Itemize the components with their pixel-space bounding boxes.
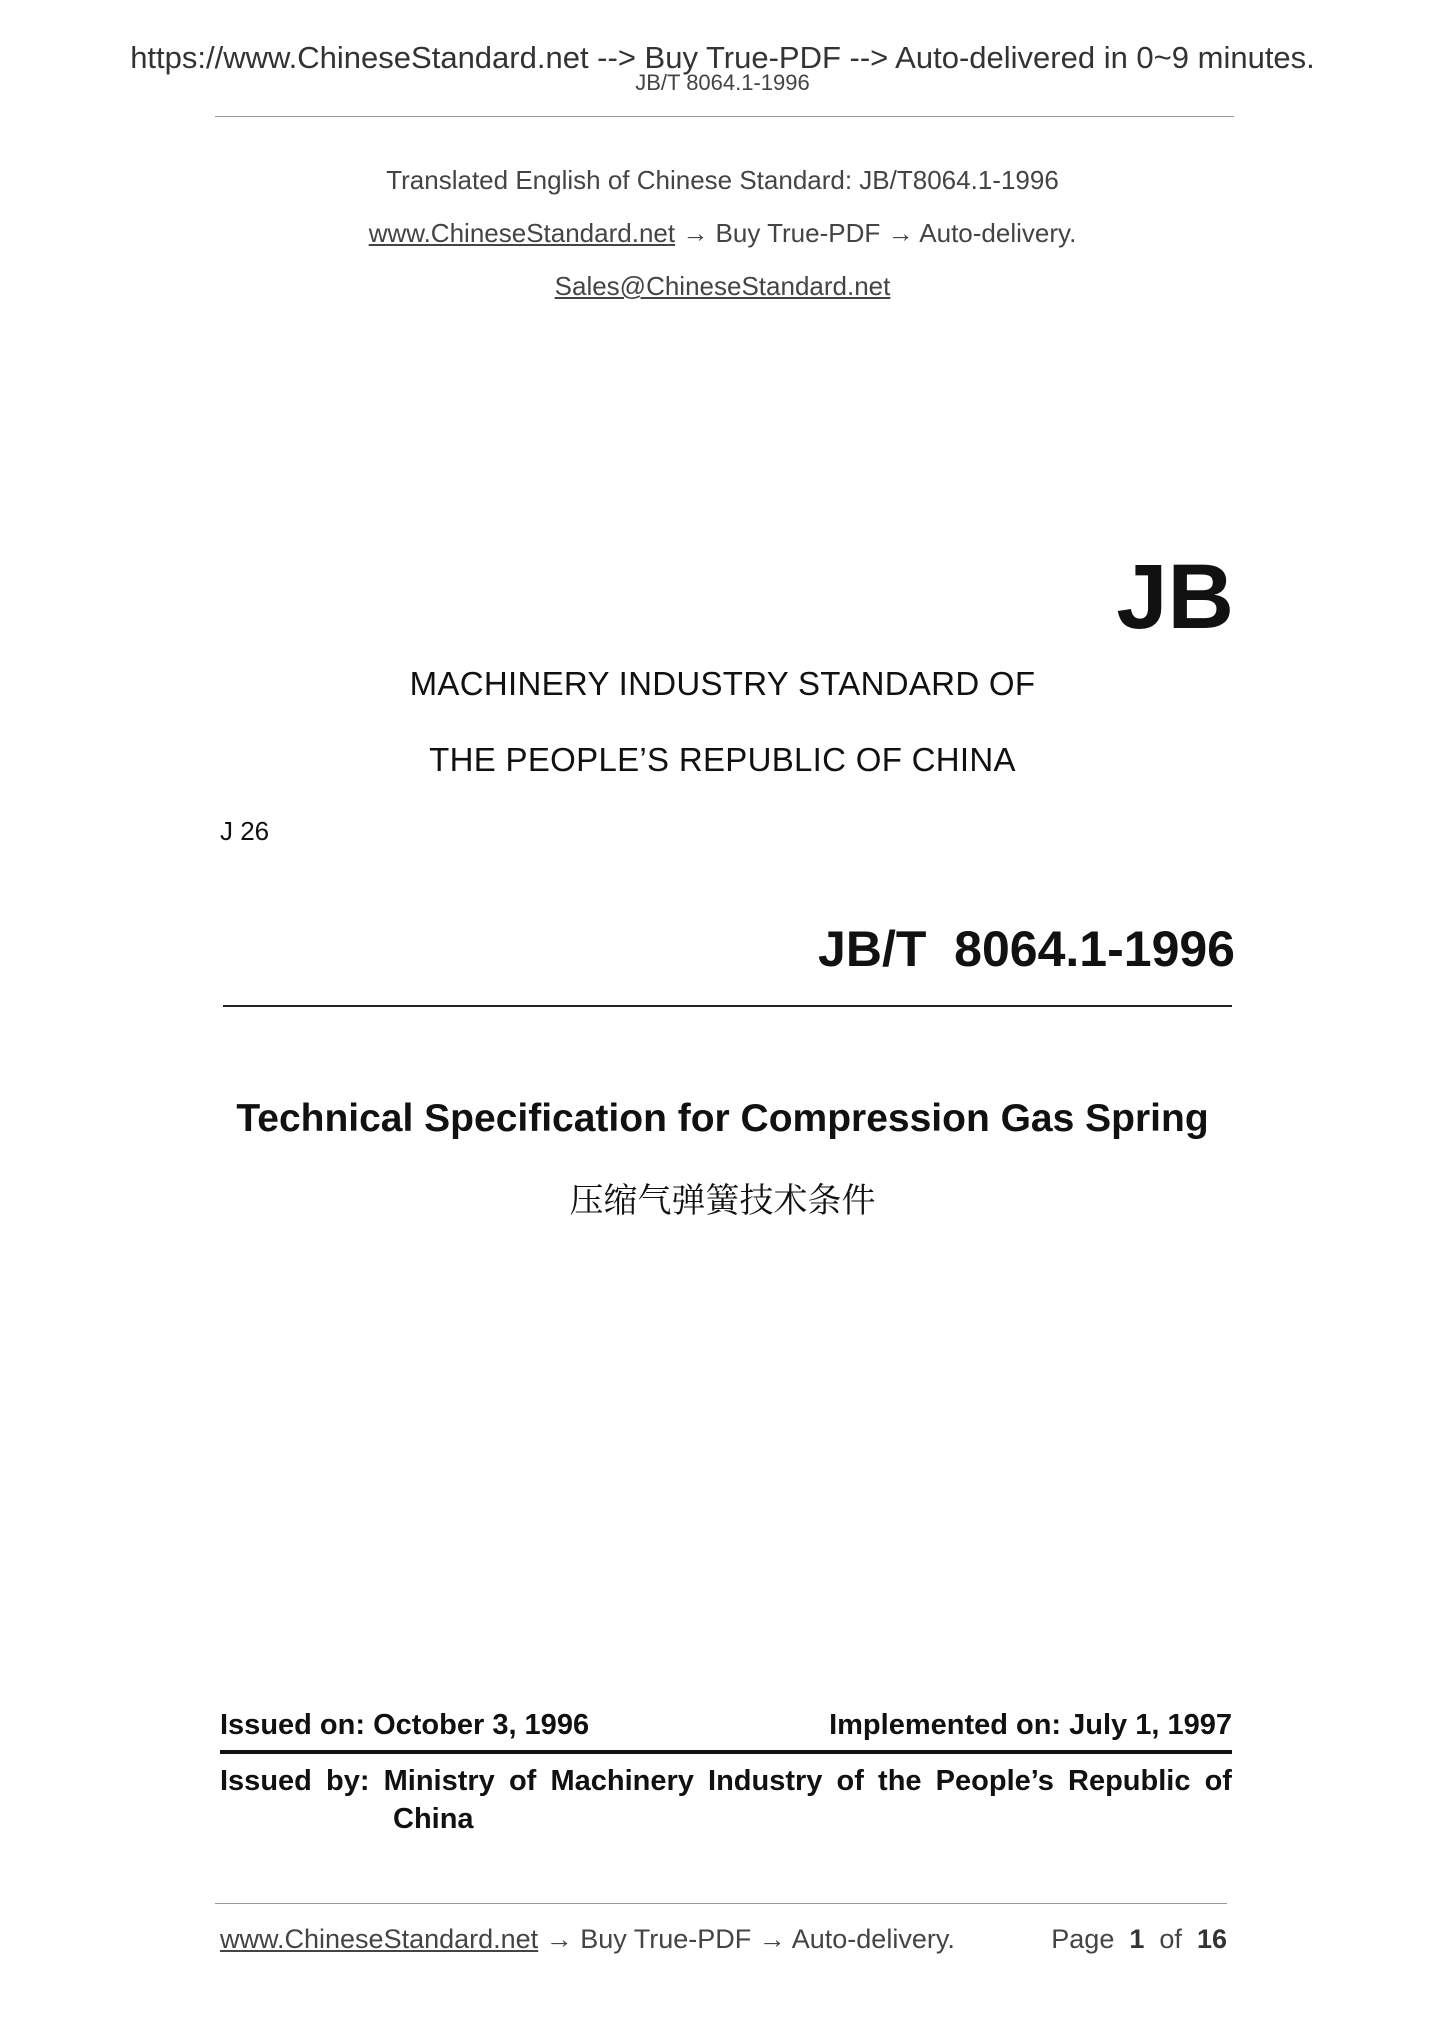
header-divider [215,116,1234,117]
footer-links [220,1924,955,1955]
document-title-cn: 压缩气弹簧技术条件 [569,1181,876,1221]
issued-by-line-1 [220,1762,1232,1800]
translation-links [0,218,1445,249]
issued-by-word: of [836,1765,864,1797]
issued-by-word: by: [326,1765,370,1797]
issued-by-word: Issued [220,1765,312,1797]
standard-number: JB/T 8064.1-1996 [818,921,1235,977]
issued-by-line-2: China [393,1803,474,1835]
top-banner: https://www.ChineseStandard.net --> Buy True-PDF --> Auto-delivered in 0~9 minutes. [130,40,1315,75]
issued-by-word: of [508,1765,537,1797]
footer-site-suffix: → Buy True-PDF → Auto-delivery. [545,1924,955,1954]
issued-by-word: People’s [935,1765,1054,1797]
issued-by-word: of [1204,1765,1232,1797]
issued-by-word: Machinery [550,1765,694,1797]
issued-by [220,1762,1232,1838]
header-standard-code: JB/T 8064.1-1996 [635,70,810,95]
document-title-en: Technical Specification for Compression Gas Spring [236,1097,1209,1140]
site-link[interactable]: www.ChineseStandard.net [368,218,676,248]
page-total: 16 [1196,1924,1227,1954]
issued-by-word: Industry [708,1765,823,1797]
site-link-suffix: → Buy True-PDF → Auto-delivery. [682,218,1077,248]
page-current: 1 [1129,1924,1145,1954]
issue-divider [220,1750,1232,1754]
page-of: of [1159,1924,1182,1954]
footer-divider [215,1903,1227,1904]
issued-by-word: Republic [1068,1765,1191,1797]
classification-code: J 26 [220,816,270,846]
standard-divider [223,1005,1232,1007]
footer-site-link[interactable]: www.ChineseStandard.net [220,1924,539,1954]
org-line-1: MACHINERY INDUSTRY STANDARD OF [409,665,1036,702]
page-label: Page [1051,1924,1115,1954]
issued-by-word: Ministry [383,1765,495,1797]
translation-note: Translated English of Chinese Standard: JB/T8064.1-1996 [386,165,1059,195]
issued-on: Issued on: October 3, 1996 [220,1709,590,1741]
issued-by-word: the [878,1765,922,1797]
page-indicator [1051,1924,1227,1955]
org-line-2: THE PEOPLE’S REPUBLIC OF CHINA [429,741,1016,778]
jb-logo-text: JB [1116,546,1234,648]
email-link[interactable]: Sales@ChineseStandard.net [554,271,891,301]
email-row [0,271,1445,302]
implemented-on: Implemented on: July 1, 1997 [829,1709,1232,1741]
